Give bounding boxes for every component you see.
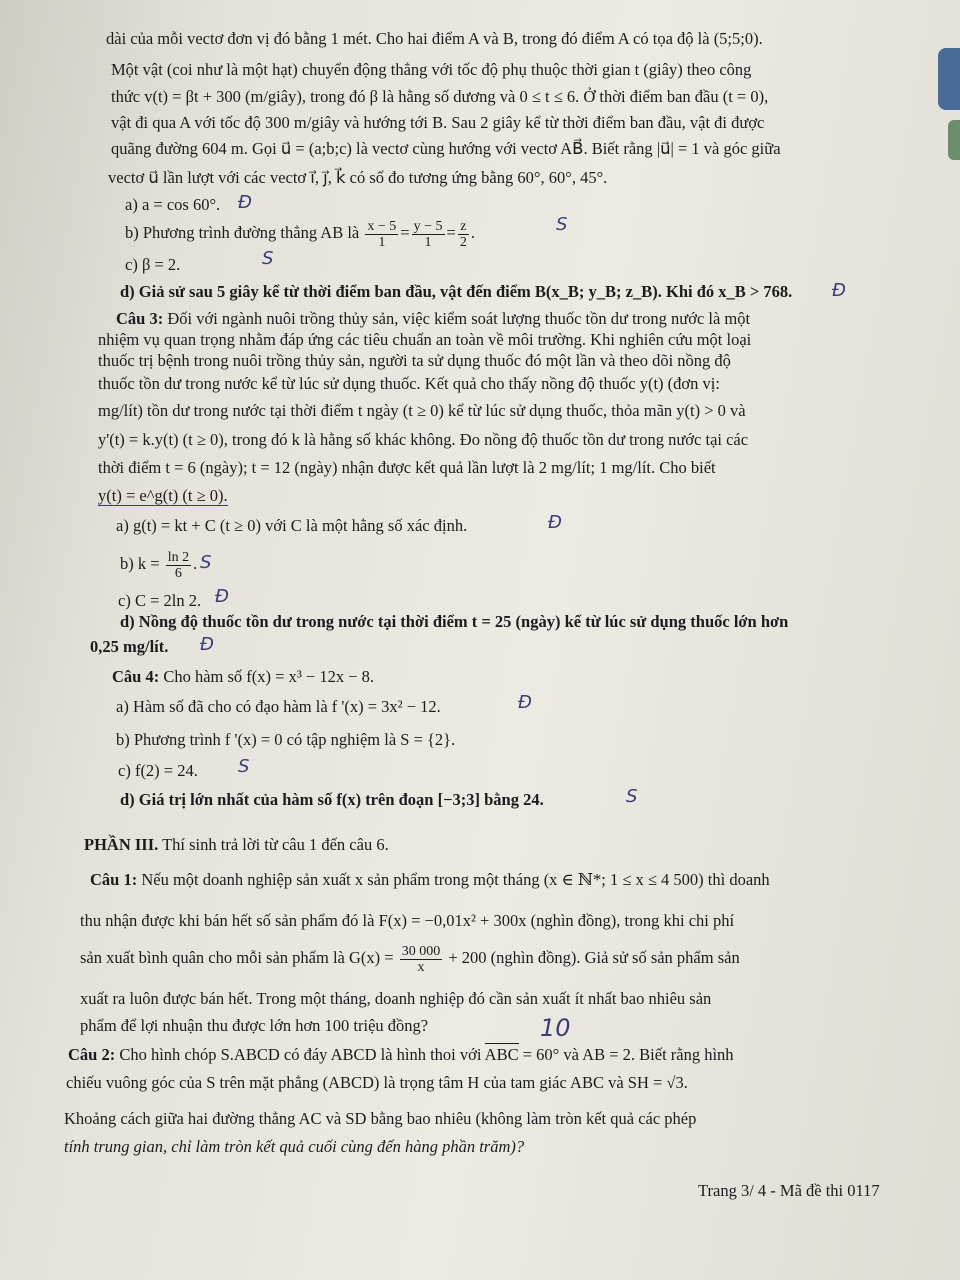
q2-option-c: c) β = 2. [125, 255, 181, 274]
p3q1-text: + 200 (nghìn đồng). Giả sử số sản phẩm sản [448, 948, 740, 967]
question-label: Câu 1: [90, 870, 138, 889]
text-line: thức v(t) = βt + 300 (m/giây), trong đó β là hằng số dương và 0 ≤ t ≤ 6. Ở thời điểm ban đầu (t = 0), [111, 87, 769, 106]
handwritten-mark: S [200, 552, 212, 573]
q2b-text: b) Phương trình đường thẳng AB là [125, 223, 360, 242]
p3q2-line: chiếu vuông góc của S trên mặt phẳng (ABCD) là trọng tâm H của tam giác ABC và SH = √3. [66, 1073, 688, 1092]
q3-line: thuốc trị bệnh trong nuôi trồng thủy sản, người ta sử dụng thuốc đó một lần và theo dõi nồng độ [98, 351, 731, 370]
section-heading [84, 834, 389, 856]
q3-line: mg/lít) tồn dư trong nước tại thời điểm t ngày (t ≥ 0) kể từ lúc sử dụng thuốc, thỏa mãn y(t) > 0 và [98, 401, 746, 420]
handwritten-answer: 10 [540, 1014, 571, 1042]
p3q1-line: thu nhận được khi bán hết số sản phẩm đó là F(x) = −0,01x² + 300x (nghìn đồng), trong khi chi phí [80, 911, 735, 930]
angle-notation: ABC [484, 1045, 519, 1064]
fraction: $\frac{\ln 2}{6}$ [167, 549, 190, 581]
q4-option-a: a) Hàm số đã cho có đạo hàm là f '(x) = 3x² − 12. [116, 697, 441, 716]
q3-line [98, 485, 228, 507]
handwritten-mark: Đ [215, 586, 229, 607]
page-footer: Trang 3/ 4 - Mã đề thi 0117 [698, 1181, 880, 1200]
q3-line: thuốc tồn dư trong nước kể từ lúc sử dụng thuốc. Kết quả cho thấy nồng độ thuốc y(t) (đơn vị: [98, 374, 720, 393]
q2-option-d: d) Giả sử sau 5 giây kể từ thời điểm ban đầu, vật đến điểm B(x_B; y_B; z_B). Khi đó x_B > 768. [120, 282, 793, 301]
p3q1-text: sản xuất bình quân cho mỗi sản phẩm là G(x) = [80, 948, 394, 967]
handwritten-mark: Đ [518, 692, 532, 713]
fraction: $\frac{30 000}{x}$ [401, 943, 441, 975]
p3q1-line [90, 869, 770, 891]
background-object-green [948, 120, 960, 160]
text-line: Một vật (coi như là một hạt) chuyển động thẳng với tốc độ phụ thuộc thời gian t (giây) theo công [111, 60, 752, 79]
p3q1-text: Nếu một doanh nghiệp sản xuất x sản phẩm trong một tháng (x ∈ ℕ*; 1 ≤ x ≤ 4 500) thì doanh [141, 870, 770, 889]
q3-text: Đối với ngành nuôi trồng thủy sản, việc kiểm soát lượng thuốc tồn dư trong nước là một [167, 309, 751, 328]
question-label: Câu 4: [112, 667, 160, 686]
q4-line [112, 666, 374, 688]
text-line: vật đi qua A với tốc độ 300 m/giây và hướng tới B. Sau 2 giây kể từ thời điểm ban đầu, vật đi được [111, 113, 765, 132]
q4-option-d: d) Giá trị lớn nhất của hàm số f(x) trên đoạn [−3;3] bằng 24. [120, 790, 544, 809]
handwritten-mark: S [262, 248, 274, 269]
q3-line: thời điểm t = 6 (ngày); t = 12 (ngày) nhận được kết quả lần lượt là 2 mg/lít; 1 mg/lít. Cho biết [98, 458, 716, 477]
handwritten-mark: S [626, 786, 638, 807]
background-object [938, 48, 960, 110]
handwritten-mark: Đ [238, 192, 252, 213]
q2-option-b: b) Phương trình đường thẳng AB là $\frac{x - 5}{1}$ = $\frac{y - 5}{1}$ = $\frac{z}{2}$ . [125, 218, 475, 250]
q2-option-a: a) a = cos 60°. [125, 195, 221, 214]
p3q2-text: Cho hình chóp S.ABCD có đáy ABCD là hình thoi với [119, 1045, 482, 1064]
p3q1-line: xuất ra luôn được bán hết. Trong một tháng, doanh nghiệp đó cần sản xuất ít nhất bao nhiêu sản [80, 989, 712, 1008]
text-line: quãng đường 604 m. Gọi u⃗ = (a;b;c) là vectơ cùng hướng với vectơ AB⃗. Biết rằng |u⃗| = 1 và góc giữa [111, 139, 781, 158]
q4-text: Cho hàm số f(x) = x³ − 12x − 8. [163, 667, 375, 686]
q3-line: y'(t) = k.y(t) (t ≥ 0), trong đó k là hằng số khác không. Đo nồng độ thuốc tồn dư trong nước tại các [98, 430, 749, 449]
text-line: dài của mỗi vectơ đơn vị đó bằng 1 mét. Cho hai điểm A và B, trong đó điểm A có tọa độ là (5;5;0). [106, 29, 763, 48]
q4-option-c: c) f(2) = 24. [118, 761, 198, 780]
fraction: $\frac{x - 5}{1}$ [367, 218, 397, 250]
handwritten-mark: S [238, 756, 250, 777]
q3b-text: b) k = [120, 554, 160, 573]
q3-formula: y(t) = e^g(t) (t ≥ 0). [98, 486, 228, 505]
q3-line [116, 308, 750, 330]
question-label: Câu 2: [68, 1045, 116, 1064]
p3q2-text: = 60° và AB = 2. Biết rằng hình [522, 1045, 734, 1064]
q3-option-b: b) k = $\frac{\ln 2}{6}$ . [120, 549, 198, 581]
fraction: $\frac{z}{2}$ [459, 218, 467, 250]
section-title: PHẦN III. [84, 835, 159, 854]
p3q2-line: Khoảng cách giữa hai đường thẳng AC và SD bằng bao nhiêu (không làm tròn kết quả các phép [64, 1109, 697, 1128]
p3q1-line: phẩm để lợi nhuận thu được lớn hơn 100 triệu đồng? [80, 1016, 429, 1035]
q3-option-d: d) Nồng độ thuốc tồn dư trong nước tại thời điểm t = 25 (ngày) kể từ lúc sử dụng thuốc lớn hơn [120, 612, 789, 631]
p3q1-line [80, 940, 740, 976]
handwritten-mark: S [556, 214, 568, 235]
handwritten-mark: Đ [832, 280, 846, 301]
fraction: $\frac{y - 5}{1}$ [413, 218, 443, 250]
text-line: vectơ u⃗ lần lượt với các vectơ i⃗, j⃗, k⃗ có số đo tương ứng bằng 60°, 60°, 45°. [108, 168, 608, 187]
q3-line: nhiệm vụ quan trọng nhằm đáp ứng các tiêu chuẩn an toàn về môi trường. Khi nghiên cứu một loại [98, 330, 752, 349]
q4-option-b: b) Phương trình f '(x) = 0 có tập nghiệm là S = {2}. [116, 730, 456, 749]
p3q2-line [68, 1044, 734, 1066]
p3q2-line: tính trung gian, chỉ làm tròn kết quả cuối cùng đến hàng phần trăm)? [64, 1137, 525, 1156]
handwritten-mark: Đ [200, 634, 214, 655]
q3-option-a: a) g(t) = kt + C (t ≥ 0) với C là một hằng số xác định. [116, 516, 468, 535]
handwritten-mark: Đ [548, 512, 562, 533]
question-label: Câu 3: [116, 309, 164, 328]
q3-option-c: c) C = 2ln 2. [118, 591, 202, 610]
q3-option-d-cont: 0,25 mg/lít. [90, 637, 169, 656]
section-subtitle: Thí sinh trả lời từ câu 1 đến câu 6. [162, 835, 389, 854]
